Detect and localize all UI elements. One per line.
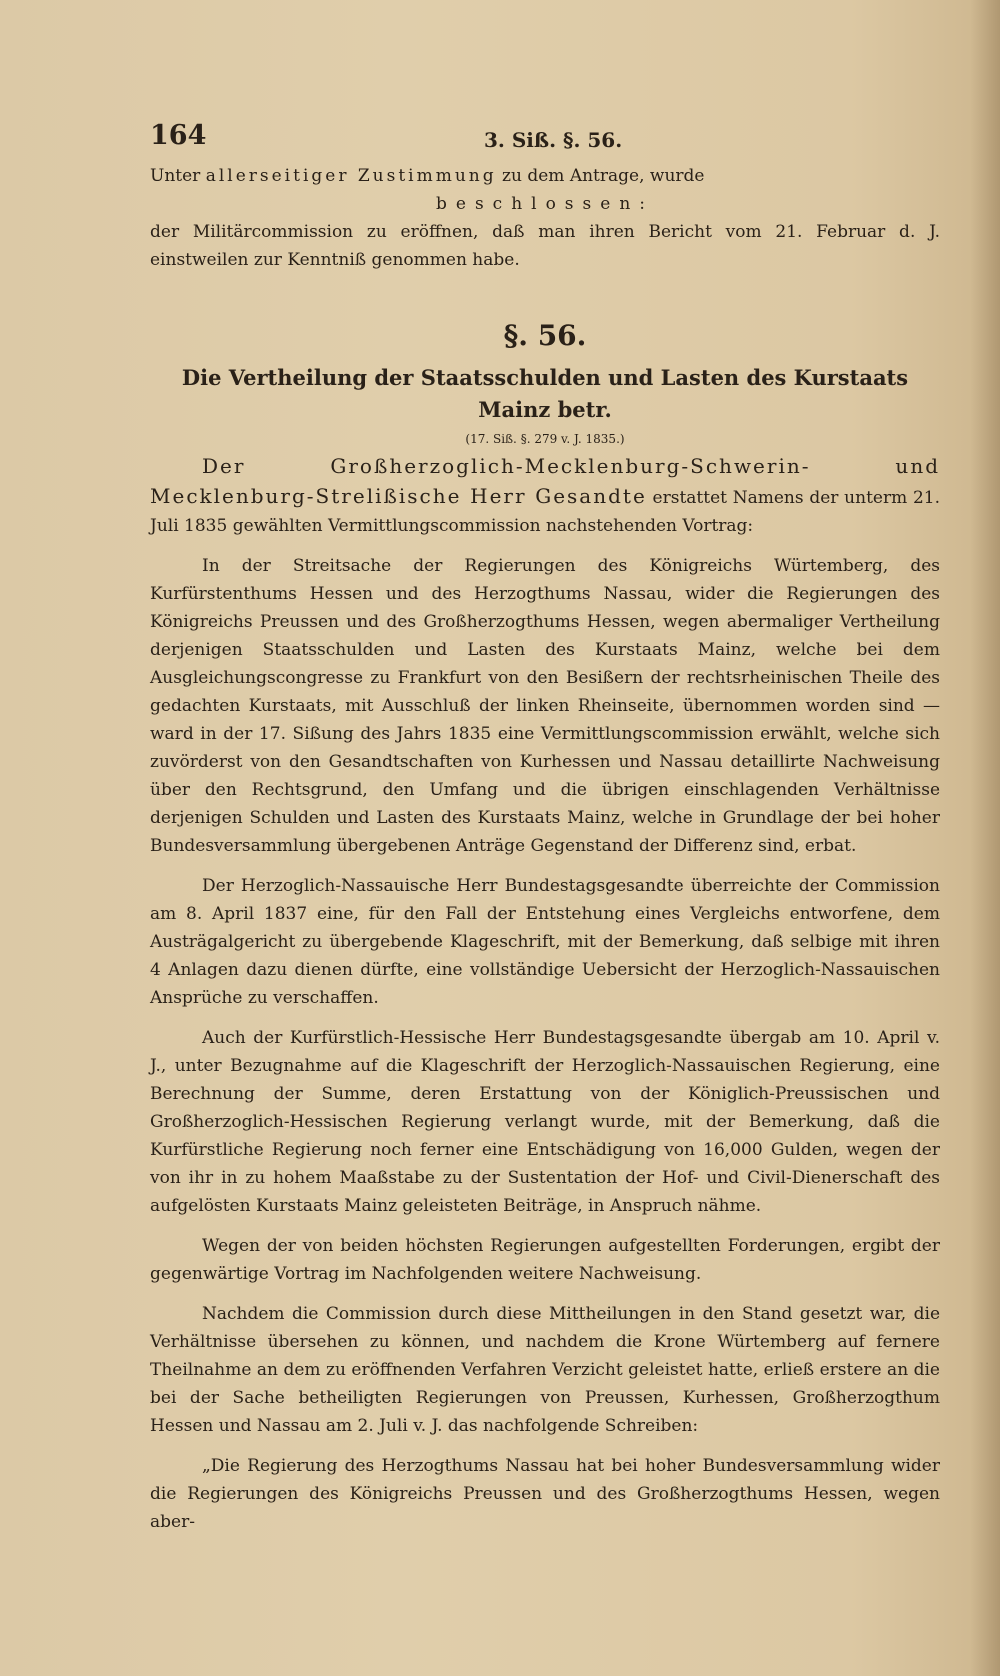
section-title: Die Vertheilung der Staatsschulden und Lasten des Kurstaats Mainz betr. — [181, 365, 909, 422]
paragraph-gap — [150, 1012, 940, 1024]
resolution-word: beschlossen: — [436, 194, 654, 214]
intro-spaced-phrase: allerseitiger Zustimmung — [205, 166, 497, 186]
paragraph-gap — [150, 1288, 940, 1300]
body-paragraph-3: Der Herzoglich-Nassauische Herr Bundestagsgesandte überreichte der Commission am 8. April 1837 eine, für den Fall der Entstehung eines Vergleichs entworfene, dem Austrägalgericht zu übergebende Klageschrift, mit der Bemerkung, daß selbige mit ihren 4 Anlagen dazu dienen dürfte, eine vollständige Uebersicht der Herzoglich-Nassauischen Ansprüche zu verschaffen. — [150, 876, 940, 1008]
body-paragraph-2: In der Streitsache der Regierungen des Königreichs Würtemberg, des Kurfürstenthums Hessen und des Herzogthums Nassau, wider die Regierungen des Königreichs Preussen und des Großherzogthums Hessen, wegen abermaliger Vertheilung derjenigen Staatsschulden und Lasten des Kurstaats Mainz, welche bei dem Ausgleichungscongresse zu Frankfurt von den Besißern der rechtsrheinischen Theile des gedachten Kurstaats, mit Ausschluß der linken Rheinseite, übernommen worden sind — ward in der 17. Sißung des Jahrs 1835 eine Vermittlungscommission erwählt, welche sich zuvörderst von den Gesandtschaften von Kurhessen und Nassau detaillirte Nachweisung über den Rechtsgrund, den Umfang und die übrigen einschlagenden Verhältnisse derjenigen Schulden und Lasten des Kurstaats Mainz, welche in Grundlage der bei hoher Bundesversammlung übergebenen Anträge Gegenstand der Differenz sind, erbat. — [150, 556, 940, 856]
paragraph-gap — [150, 540, 940, 552]
paragraph-gap — [150, 1440, 940, 1452]
resolution-text: der Militärcommission zu eröffnen, daß man ihren Bericht vom 21. Februar d. J. einstweilen zur Kenntniß genommen habe. — [150, 222, 940, 270]
body-paragraph-4: Auch der Kurfürstlich-Hessische Herr Bundestagsgesandte übergab am 10. April v. J., unter Bezugnahme auf die Klageschrift der Herzoglich-Nassauischen Regierung, eine Berechnung der Summe, deren Erstattung von der Königlich-Preussischen und Großherzoglich-Hessischen Regierung verlangt wurde, mit der Bemerkung, daß die Kurfürstliche Regierung noch ferner eine Entschädigung von 16,000 Gulden, wegen der von ihr in zu hohem Maaßstabe zu der Sustentation der Hof- und Civil-Dienerschaft des aufgelösten Kurstaats Mainz geleisteten Beiträge, in Anspruch nähme. — [150, 1028, 940, 1216]
page-number: 164 — [150, 120, 207, 151]
section-number: §. 56. — [503, 319, 587, 352]
body-paragraph-5: Wegen der von beiden höchsten Regierungen aufgestellten Forderungen, ergibt der gegenwärtige Vortrag im Nachfolgenden weitere Nachweisung. — [150, 1236, 940, 1284]
paragraph-gap — [150, 860, 940, 872]
intro-rest: zu dem Antrage, wurde — [496, 166, 705, 186]
running-head: 3. Siß. §. 56. — [484, 128, 623, 152]
body-paragraph-1 — [150, 452, 940, 540]
page-content — [150, 122, 940, 1536]
page-header — [150, 122, 940, 162]
body-paragraph-7: „Die Regierung des Herzogthums Nassau hat bei hoher Bundesversammlung wider die Regierungen des Königreichs Preussen und des Großherzogthums Hessen, wegen aber- — [150, 1456, 940, 1532]
paragraph-gap — [150, 1220, 940, 1232]
body-paragraph-6: Nachdem die Commission durch diese Mittheilungen in den Stand gesetzt war, die Verhältnisse übersehen zu können, und nachdem die Krone Würtemberg auf fernere Theilnahme an dem zu eröffnenden Verfahren Verzicht geleistet hatte, erließ erstere an die bei der Sache betheiligten Regierungen von Preussen, Kurhessen, Großherzogthum Hessen und Nassau am 2. Juli v. J. das nachfolgende Schreiben: — [150, 1304, 940, 1436]
section-reference: (17. Siß. §. 279 v. J. 1835.) — [465, 432, 625, 446]
intro-paragraph — [150, 162, 940, 218]
intro-lead: Unter — [150, 166, 201, 186]
paragraph-text: erstattet Namens der unterm 21. Juli 1835 gewählten Vermittlungscommission nachstehenden Vortrag: — [150, 488, 940, 536]
paragraph-lead: Der Großherzoglich-Mecklenburg-Schwerin- und Mecklenburg-Strelißische Herr Gesandte — [150, 454, 940, 508]
page-spine-shadow — [970, 0, 1000, 1676]
